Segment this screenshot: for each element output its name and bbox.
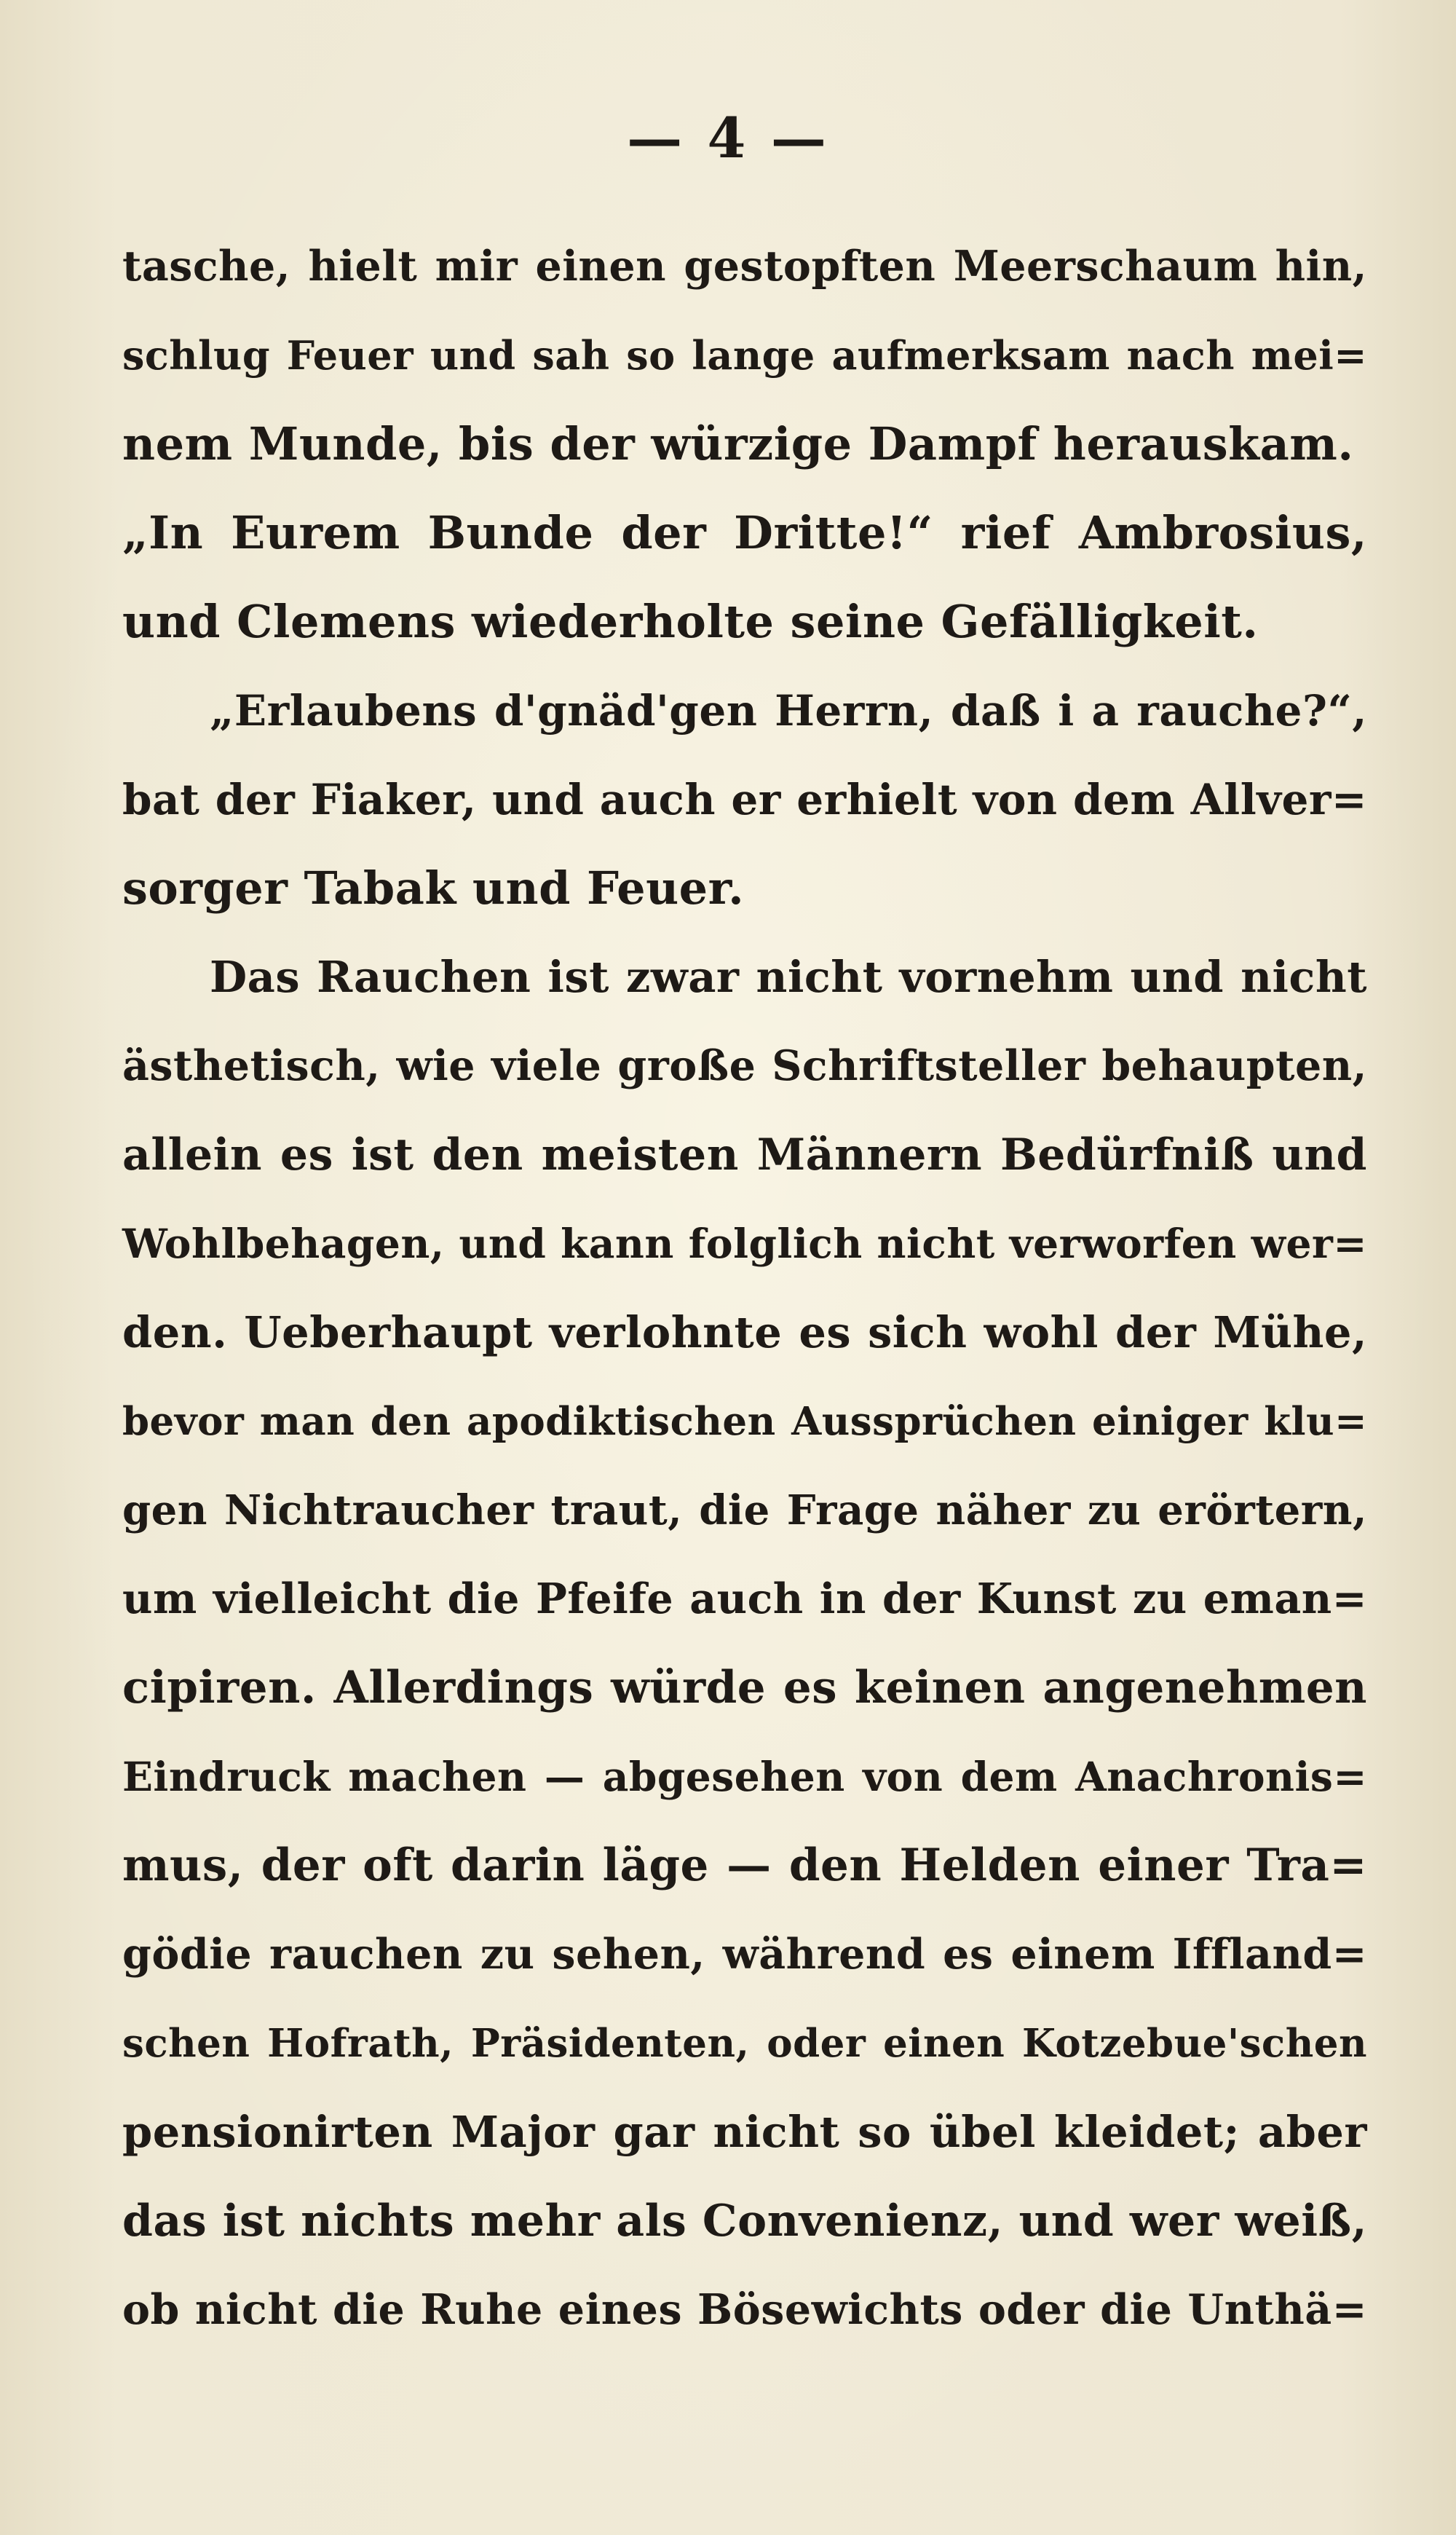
- text-line: Eindruck machen — abgesehen von dem Anachronis=: [122, 1753, 1367, 1800]
- page-number-header: — 4 —: [627, 106, 829, 170]
- text-line: tasche, hielt mir einen gestopften Meerschaum hin,: [122, 242, 1367, 291]
- text-line: „In Eurem Bunde der Dritte!“ rief Ambrosius,: [122, 506, 1367, 559]
- text-line: Wohlbehagen, und kann folglich nicht verworfen wer=: [122, 1220, 1367, 1267]
- text-line: um vielleicht die Pfeife auch in der Kunst zu eman=: [122, 1574, 1367, 1623]
- text-line: pensionirten Major gar nicht so übel kleidet; aber: [122, 2107, 1367, 2157]
- text-line: „Erlaubens d'gnäd'gen Herrn, daß i a rauche?“,: [210, 686, 1367, 736]
- text-line: Das Rauchen ist zwar nicht vornehm und nicht: [210, 952, 1367, 1002]
- text-line: cipiren. Allerdings würde es keinen angenehmen: [122, 1662, 1367, 1714]
- text-line: gen Nichtraucher traut, die Frage näher zu erörtern,: [122, 1486, 1367, 1534]
- text-line: ob nicht die Ruhe eines Bösewichts oder die Unthä=: [122, 2285, 1367, 2334]
- text-line: nem Munde, bis der würzige Dampf herauskam.: [122, 417, 1354, 470]
- text-line: gödie rauchen zu sehen, während es einem Iffland=: [122, 1930, 1367, 1979]
- text-line: den. Ueberhaupt verlohnte es sich wohl der Mühe,: [122, 1307, 1367, 1357]
- text-line: sorger Tabak und Feuer.: [122, 862, 745, 915]
- text-line: mus, der oft darin läge — den Helden einer Tra=: [122, 1840, 1367, 1891]
- text-line: schlug Feuer und sah so lange aufmerksam nach mei=: [122, 332, 1367, 379]
- text-line: bevor man den apodiktischen Aussprüchen einiger klu=: [122, 1399, 1367, 1444]
- text-line: schen Hofrath, Präsidenten, oder einen Kotzebue'schen: [122, 2021, 1367, 2066]
- body-text: [122, 222, 1367, 2354]
- text-line: bat der Fiaker, und auch er erhielt von dem Allver=: [122, 775, 1367, 824]
- text-line: ästhetisch, wie viele große Schriftsteller behaupten,: [122, 1041, 1367, 1090]
- text-line: und Clemens wiederholte seine Gefälligkeit.: [122, 595, 1259, 648]
- text-line: allein es ist den meisten Männern Bedürfniß und: [122, 1129, 1367, 1180]
- text-line: das ist nichts mehr als Convenienz, und wer weiß,: [122, 2196, 1367, 2247]
